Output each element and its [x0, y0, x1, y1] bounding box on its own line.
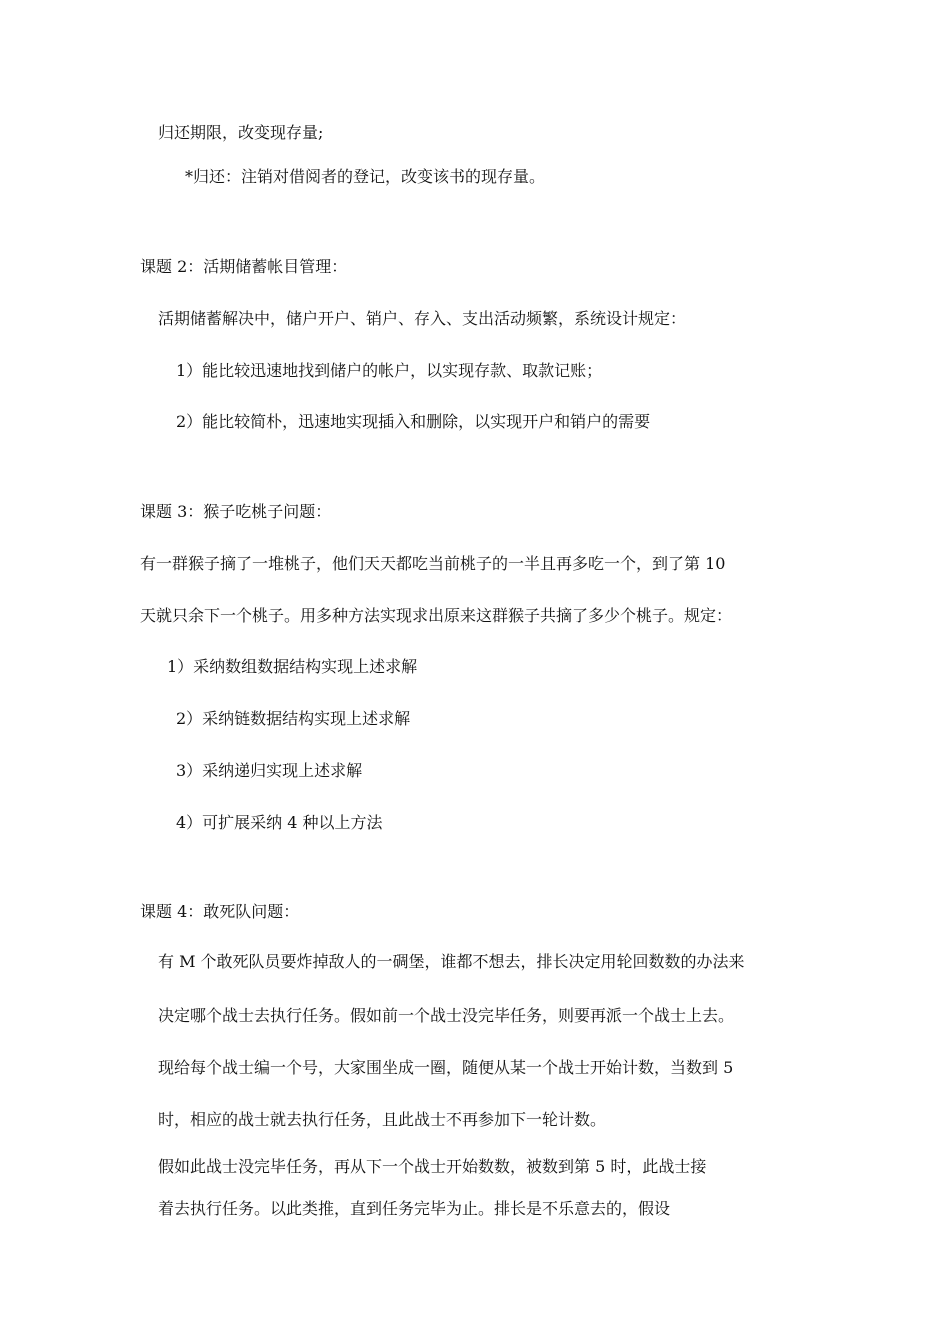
list-item: 1）能比较迅速地找到储户的帐户，以实现存款、取款记账；	[176, 361, 603, 380]
text-line: 现给每个战士编一个号，大家围坐成一圈，随便从某一个战士开始计数，当数到 5	[158, 1058, 734, 1077]
text-line: 着去执行任务。以此类推，直到任务完毕为止。排长是不乐意去的，假设	[158, 1199, 671, 1218]
text-line: 归还期限，改变现存量;	[158, 123, 324, 142]
text-line: 天就只余下一个桃子。用多种方法实现求出原来这群猴子共摘了多少个桃子。规定：	[140, 606, 733, 625]
text-line: 决定哪个战士去执行任务。假如前一个战士没完毕任务，则要再派一个战士上去。	[158, 1006, 735, 1025]
text-line: 假如此战士没完毕任务，再从下一个战士开始数数，被数到第 5 时，此战士接	[158, 1157, 707, 1176]
text-line: 时，相应的战士就去执行任务，且此战士不再参加下一轮计数。	[158, 1110, 607, 1129]
text-line: 有 M 个敢死队员要炸掉敌人的一碉堡，谁都不想去，排长决定用轮回数数的办法来	[158, 952, 745, 971]
section-heading: 课题 4：敢死队问题：	[140, 902, 300, 921]
text-line: *归还：注销对借阅者的登记，改变该书的现存量。	[185, 167, 546, 186]
list-item: 4）可扩展采纳 4 种以上方法	[176, 813, 383, 832]
section-heading: 课题 3：猴子吃桃子问题：	[140, 502, 332, 521]
text-line: 活期储蓄解决中，储户开户、销户、存入、支出活动频繁，系统设计规定：	[158, 309, 687, 328]
section-heading: 课题 2：活期储蓄帐目管理：	[140, 257, 348, 276]
list-item: 2）采纳链数据结构实现上述求解	[176, 709, 411, 728]
text-line: 有一群猴子摘了一堆桃子，他们天天都吃当前桃子的一半且再多吃一个，到了第 10	[140, 554, 726, 573]
list-item: 3）采纳递归实现上述求解	[176, 761, 363, 780]
list-item: 1）采纳数组数据结构实现上述求解	[167, 657, 418, 676]
list-item: 2）能比较简朴，迅速地实现插入和删除，以实现开户和销户的需要	[176, 412, 651, 431]
